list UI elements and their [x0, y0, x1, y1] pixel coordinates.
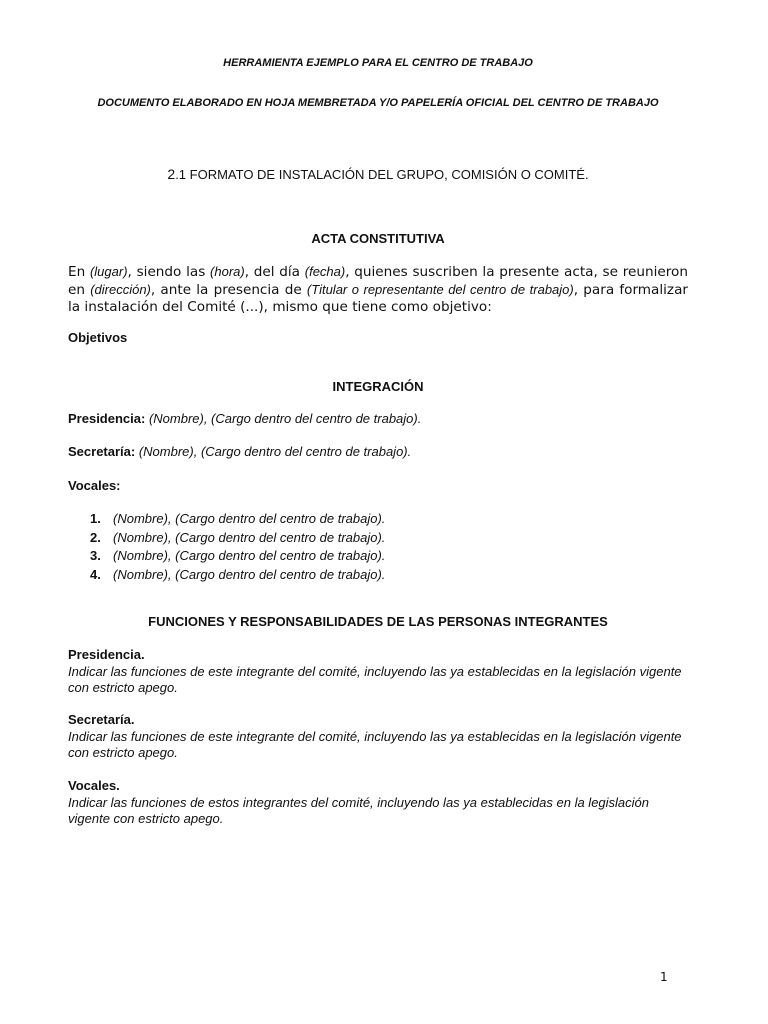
list-number: 3. [90, 548, 101, 563]
integracion-heading: INTEGRACIÓN [332, 379, 424, 394]
vocales-list [90, 510, 385, 584]
funcion-text: Indicar las funciones de estos integrantes del comité, incluyendo las ya establecidas en la legislación vigente con estricto apego. [68, 794, 650, 826]
objetivos-label: Objetivos [68, 330, 128, 345]
funcion-secretaria [68, 712, 688, 762]
funcion-text: Indicar las funciones de este integrante del comité, incluyendo las ya establecidas en la legislación vigente con estricto apego. [68, 663, 682, 695]
funcion-title: Vocales. [68, 778, 120, 793]
list-number: 2. [90, 529, 101, 545]
list-item [90, 529, 385, 548]
list-text: (Nombre), (Cargo dentro del centro de trabajo). [113, 511, 386, 526]
acta-text-5: , ante la presencia de [150, 282, 307, 298]
funcion-title: Presidencia. [68, 647, 145, 662]
placeholder-hora: (hora) [210, 264, 245, 279]
acta-heading: ACTA CONSTITUTIVA [311, 231, 445, 246]
acta-text-4: , quienes suscriben la presente acta, se reunieron en [68, 264, 688, 298]
acta-text-6: , para formalizar la instalación del Comité (...), mismo que tiene como objetivo: [68, 282, 688, 315]
presidencia-label: Presidencia: [68, 411, 146, 426]
acta-paragraph [68, 263, 688, 316]
funcion-vocales [68, 778, 688, 828]
title-text: .1 FORMATO DE INSTALACIÓN DEL GRUPO, COMISIÓN O COMITÉ. [175, 167, 589, 182]
vocales-label: Vocales: [68, 478, 121, 493]
placeholder-titular: (Titular o representante del centro de trabajo) [306, 282, 574, 297]
presidencia-row [68, 411, 421, 426]
document-title [68, 166, 688, 182]
funciones-heading: FUNCIONES Y RESPONSABILIDADES DE LAS PERSONAS INTEGRANTES [148, 614, 608, 629]
secretaria-value: (Nombre), (Cargo dentro del centro de trabajo). [135, 444, 412, 459]
acta-text-2: , siendo las [127, 264, 211, 280]
funcion-presidencia [68, 647, 688, 697]
list-text: (Nombre), (Cargo dentro del centro de trabajo). [113, 548, 386, 563]
list-item [90, 510, 385, 529]
list-text: (Nombre), (Cargo dentro del centro de trabajo). [113, 529, 386, 545]
secretaria-label: Secretaría: [68, 444, 136, 459]
list-number: 1. [90, 511, 101, 526]
page-number: 1 [660, 970, 668, 984]
header-line-2: DOCUMENTO ELABORADO EN HOJA MEMBRETADA Y/O PAPELERÍA OFICIAL DEL CENTRO DE TRABAJO [97, 97, 659, 109]
funcion-title: Secretaría. [68, 712, 135, 727]
title-number: 2 [167, 166, 176, 182]
presidencia-value: (Nombre), (Cargo dentro del centro de trabajo). [145, 411, 422, 426]
list-item [90, 566, 385, 585]
list-text: (Nombre), (Cargo dentro del centro de trabajo). [113, 566, 386, 582]
placeholder-fecha: (fecha) [304, 264, 346, 279]
placeholder-direccion: (dirección) [90, 282, 151, 297]
acta-text-3: , del día [244, 264, 305, 280]
header-line-1: HERRAMIENTA EJEMPLO PARA EL CENTRO DE TRABAJO [223, 57, 533, 69]
list-number: 4. [90, 566, 101, 582]
funcion-text: Indicar las funciones de este integrante del comité, incluyendo las ya establecidas en la legislación vigente con estricto apego. [68, 728, 682, 760]
secretaria-row [68, 444, 411, 459]
placeholder-lugar: (lugar) [89, 264, 128, 279]
acta-text-1: En [68, 264, 90, 280]
list-item [90, 547, 385, 566]
